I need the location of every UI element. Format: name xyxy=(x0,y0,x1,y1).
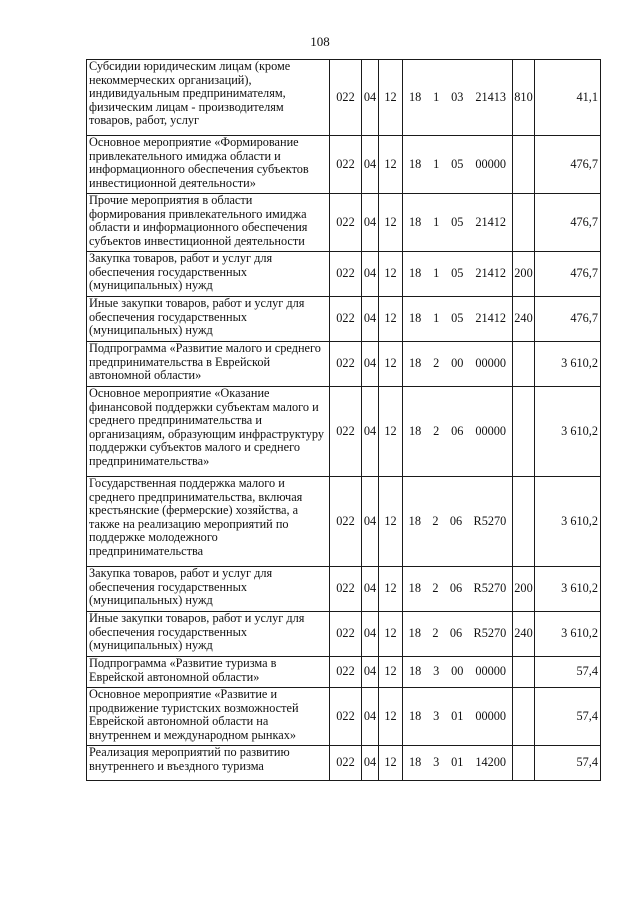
target-article-part-2: 2 xyxy=(432,581,439,596)
section-code: 04 xyxy=(362,688,379,746)
amount-value: 3 610,2 xyxy=(535,477,601,567)
subsection-code: 12 xyxy=(379,612,403,657)
row-description: Прочие мероприятия в области формирования привлекательного имиджа области и информационного обеспечения субъектов инвестиционной деятельности xyxy=(87,194,330,252)
expense-type-code: 200 xyxy=(513,252,535,297)
section-code: 04 xyxy=(362,136,379,194)
subsection-code: 12 xyxy=(379,297,403,342)
target-article-part-2: 1 xyxy=(433,214,440,229)
target-article-cell xyxy=(403,612,513,657)
subsection-code: 12 xyxy=(379,60,403,136)
target-article-part-4: 00000 xyxy=(475,708,507,723)
target-article-cell xyxy=(403,252,513,297)
expense-type-code xyxy=(513,342,535,387)
table-row xyxy=(87,612,601,657)
table-row xyxy=(87,252,601,297)
amount-value: 476,7 xyxy=(535,136,601,194)
target-article-cell xyxy=(403,342,513,387)
target-article-part-1: 18 xyxy=(408,626,421,641)
target-article-part-1: 18 xyxy=(408,214,422,229)
amount-value: 476,7 xyxy=(535,297,601,342)
target-article-part-2: 2 xyxy=(433,356,440,371)
target-article-part-3: 01 xyxy=(451,755,464,770)
expense-type-code xyxy=(513,194,535,252)
target-article-part-2: 3 xyxy=(433,755,440,770)
target-article-part-1: 18 xyxy=(408,89,422,104)
row-description: Реализация мероприятий по развитию внутреннего и въездного туризма xyxy=(87,746,330,781)
grbs-code: 022 xyxy=(330,688,362,746)
expense-type-code xyxy=(513,746,535,781)
subsection-code: 12 xyxy=(379,342,403,387)
target-article-part-4: 21412 xyxy=(475,214,507,229)
target-article-part-3: 05 xyxy=(451,156,464,171)
grbs-code: 022 xyxy=(330,60,362,136)
table-row xyxy=(87,746,601,781)
target-article-part-3: 06 xyxy=(449,513,463,528)
expense-type-code: 240 xyxy=(513,612,535,657)
target-article-part-4: R5270 xyxy=(473,513,507,528)
row-description: Иные закупки товаров, работ и услуг для обеспечения государственных (муниципальных) нужд xyxy=(87,612,330,657)
amount-value: 41,1 xyxy=(535,60,601,136)
row-description: Основное мероприятие «Развитие и продвижение туристских возможностей Еврейской автономной области на внутреннем и международном рынках» xyxy=(87,688,330,746)
grbs-code: 022 xyxy=(330,746,362,781)
target-article-cell xyxy=(403,567,513,612)
target-article-part-2: 1 xyxy=(433,311,440,326)
expense-type-code xyxy=(513,136,535,194)
amount-value: 476,7 xyxy=(535,252,601,297)
table-row xyxy=(87,342,601,387)
target-article-part-3: 00 xyxy=(451,664,464,679)
expense-type-code xyxy=(513,387,535,477)
target-article-part-1: 18 xyxy=(408,664,422,679)
target-article-part-3: 06 xyxy=(451,423,464,438)
table-row xyxy=(87,194,601,252)
target-article-cell xyxy=(403,60,513,136)
target-article-part-4: 00000 xyxy=(475,423,507,438)
target-article-cell xyxy=(403,194,513,252)
row-description: Подпрограмма «Развитие туризма в Еврейской автономной области» xyxy=(87,657,330,688)
subsection-code: 12 xyxy=(379,746,403,781)
budget-table-body xyxy=(87,60,601,781)
section-code: 04 xyxy=(362,60,379,136)
target-article-part-3: 03 xyxy=(451,89,464,104)
target-article-part-4: 21413 xyxy=(475,89,507,104)
grbs-code: 022 xyxy=(330,657,362,688)
target-article-cell xyxy=(403,657,513,688)
target-article-part-2: 1 xyxy=(433,266,440,281)
budget-table xyxy=(86,59,601,781)
amount-value: 57,4 xyxy=(535,657,601,688)
expense-type-code xyxy=(513,657,535,688)
grbs-code: 022 xyxy=(330,567,362,612)
section-code: 04 xyxy=(362,194,379,252)
target-article-part-1: 18 xyxy=(408,513,421,528)
target-article-part-3: 01 xyxy=(451,708,464,723)
target-article-part-4: 14200 xyxy=(475,755,507,770)
amount-value: 57,4 xyxy=(535,688,601,746)
amount-value: 3 610,2 xyxy=(535,387,601,477)
target-article-cell xyxy=(403,387,513,477)
target-article-part-4: R5270 xyxy=(473,626,507,641)
grbs-code: 022 xyxy=(330,342,362,387)
amount-value: 3 610,2 xyxy=(535,342,601,387)
target-article-part-2: 3 xyxy=(433,664,440,679)
section-code: 04 xyxy=(362,252,379,297)
row-description: Иные закупки товаров, работ и услуг для обеспечения государственных (муниципальных) нужд xyxy=(87,297,330,342)
table-row xyxy=(87,688,601,746)
grbs-code: 022 xyxy=(330,387,362,477)
target-article-part-1: 18 xyxy=(408,311,422,326)
subsection-code: 12 xyxy=(379,252,403,297)
table-row xyxy=(87,387,601,477)
subsection-code: 12 xyxy=(379,688,403,746)
grbs-code: 022 xyxy=(330,477,362,567)
target-article-cell xyxy=(403,477,513,567)
row-description: Субсидии юридическим лицам (кроме некоммерческих организаций), индивидуальным предпринимателям, физическим лицам - производителям товаров, работ, услуг xyxy=(87,60,330,136)
target-article-part-4: 00000 xyxy=(475,156,507,171)
subsection-code: 12 xyxy=(379,194,403,252)
grbs-code: 022 xyxy=(330,136,362,194)
target-article-part-1: 18 xyxy=(408,423,422,438)
subsection-code: 12 xyxy=(379,387,403,477)
page-number: 108 xyxy=(310,34,330,49)
table-row xyxy=(87,60,601,136)
table-row xyxy=(87,657,601,688)
subsection-code: 12 xyxy=(379,567,403,612)
target-article-part-1: 18 xyxy=(408,356,422,371)
target-article-cell xyxy=(403,136,513,194)
row-description: Основное мероприятие «Формирование привлекательного имиджа области и информационного обеспечения субъектов инвестиционной деятельности» xyxy=(87,136,330,194)
section-code: 04 xyxy=(362,342,379,387)
target-article-part-2: 3 xyxy=(433,708,440,723)
target-article-part-3: 05 xyxy=(451,214,464,229)
expense-type-code: 200 xyxy=(513,567,535,612)
grbs-code: 022 xyxy=(330,612,362,657)
expense-type-code: 810 xyxy=(513,60,535,136)
expense-type-code: 240 xyxy=(513,297,535,342)
table-row xyxy=(87,136,601,194)
section-code: 04 xyxy=(362,387,379,477)
target-article-part-3: 06 xyxy=(449,626,463,641)
target-article-part-1: 18 xyxy=(408,156,422,171)
row-description: Подпрограмма «Развитие малого и среднего предпринимательства в Еврейской автономной области» xyxy=(87,342,330,387)
expense-type-code xyxy=(513,688,535,746)
row-description: Закупка товаров, работ и услуг для обеспечения государственных (муниципальных) нужд xyxy=(87,252,330,297)
subsection-code: 12 xyxy=(379,477,403,567)
section-code: 04 xyxy=(362,297,379,342)
target-article-part-2: 1 xyxy=(433,89,440,104)
row-description: Закупка товаров, работ и услуг для обеспечения государственных (муниципальных) нужд xyxy=(87,567,330,612)
target-article-cell xyxy=(403,688,513,746)
target-article-part-2: 2 xyxy=(432,626,439,641)
target-article-part-1: 18 xyxy=(408,708,422,723)
table-row xyxy=(87,297,601,342)
amount-value: 3 610,2 xyxy=(535,567,601,612)
expense-type-code xyxy=(513,477,535,567)
target-article-part-4: 21412 xyxy=(475,266,507,281)
section-code: 04 xyxy=(362,477,379,567)
target-article-part-3: 06 xyxy=(449,581,463,596)
section-code: 04 xyxy=(362,657,379,688)
grbs-code: 022 xyxy=(330,252,362,297)
section-code: 04 xyxy=(362,612,379,657)
row-description: Основное мероприятие «Оказание финансовой поддержки субъектам малого и среднего предпринимательства и организациям, образующим инфраструктуру поддержки субъектов малого и среднего предпринимательства» xyxy=(87,387,330,477)
target-article-part-2: 2 xyxy=(432,513,439,528)
amount-value: 476,7 xyxy=(535,194,601,252)
grbs-code: 022 xyxy=(330,194,362,252)
target-article-part-3: 05 xyxy=(451,266,464,281)
table-row xyxy=(87,567,601,612)
target-article-part-3: 00 xyxy=(451,356,464,371)
target-article-cell xyxy=(403,297,513,342)
target-article-part-4: 00000 xyxy=(475,356,507,371)
target-article-part-2: 2 xyxy=(433,423,440,438)
section-code: 04 xyxy=(362,746,379,781)
subsection-code: 12 xyxy=(379,136,403,194)
target-article-part-1: 18 xyxy=(408,755,422,770)
target-article-cell xyxy=(403,746,513,781)
target-article-part-1: 18 xyxy=(408,266,422,281)
table-row xyxy=(87,477,601,567)
grbs-code: 022 xyxy=(330,297,362,342)
amount-value: 3 610,2 xyxy=(535,612,601,657)
subsection-code: 12 xyxy=(379,657,403,688)
target-article-part-4: 21412 xyxy=(475,311,507,326)
target-article-part-1: 18 xyxy=(408,581,421,596)
target-article-part-2: 1 xyxy=(433,156,440,171)
target-article-part-4: 00000 xyxy=(475,664,507,679)
target-article-part-4: R5270 xyxy=(473,581,507,596)
amount-value: 57,4 xyxy=(535,746,601,781)
section-code: 04 xyxy=(362,567,379,612)
row-description: Государственная поддержка малого и среднего предпринимательства, включая крестьянские (фермерские) хозяйства, а также на реализацию мероприятий по поддержке молодежного предпринимательства xyxy=(87,477,330,567)
target-article-part-3: 05 xyxy=(451,311,464,326)
